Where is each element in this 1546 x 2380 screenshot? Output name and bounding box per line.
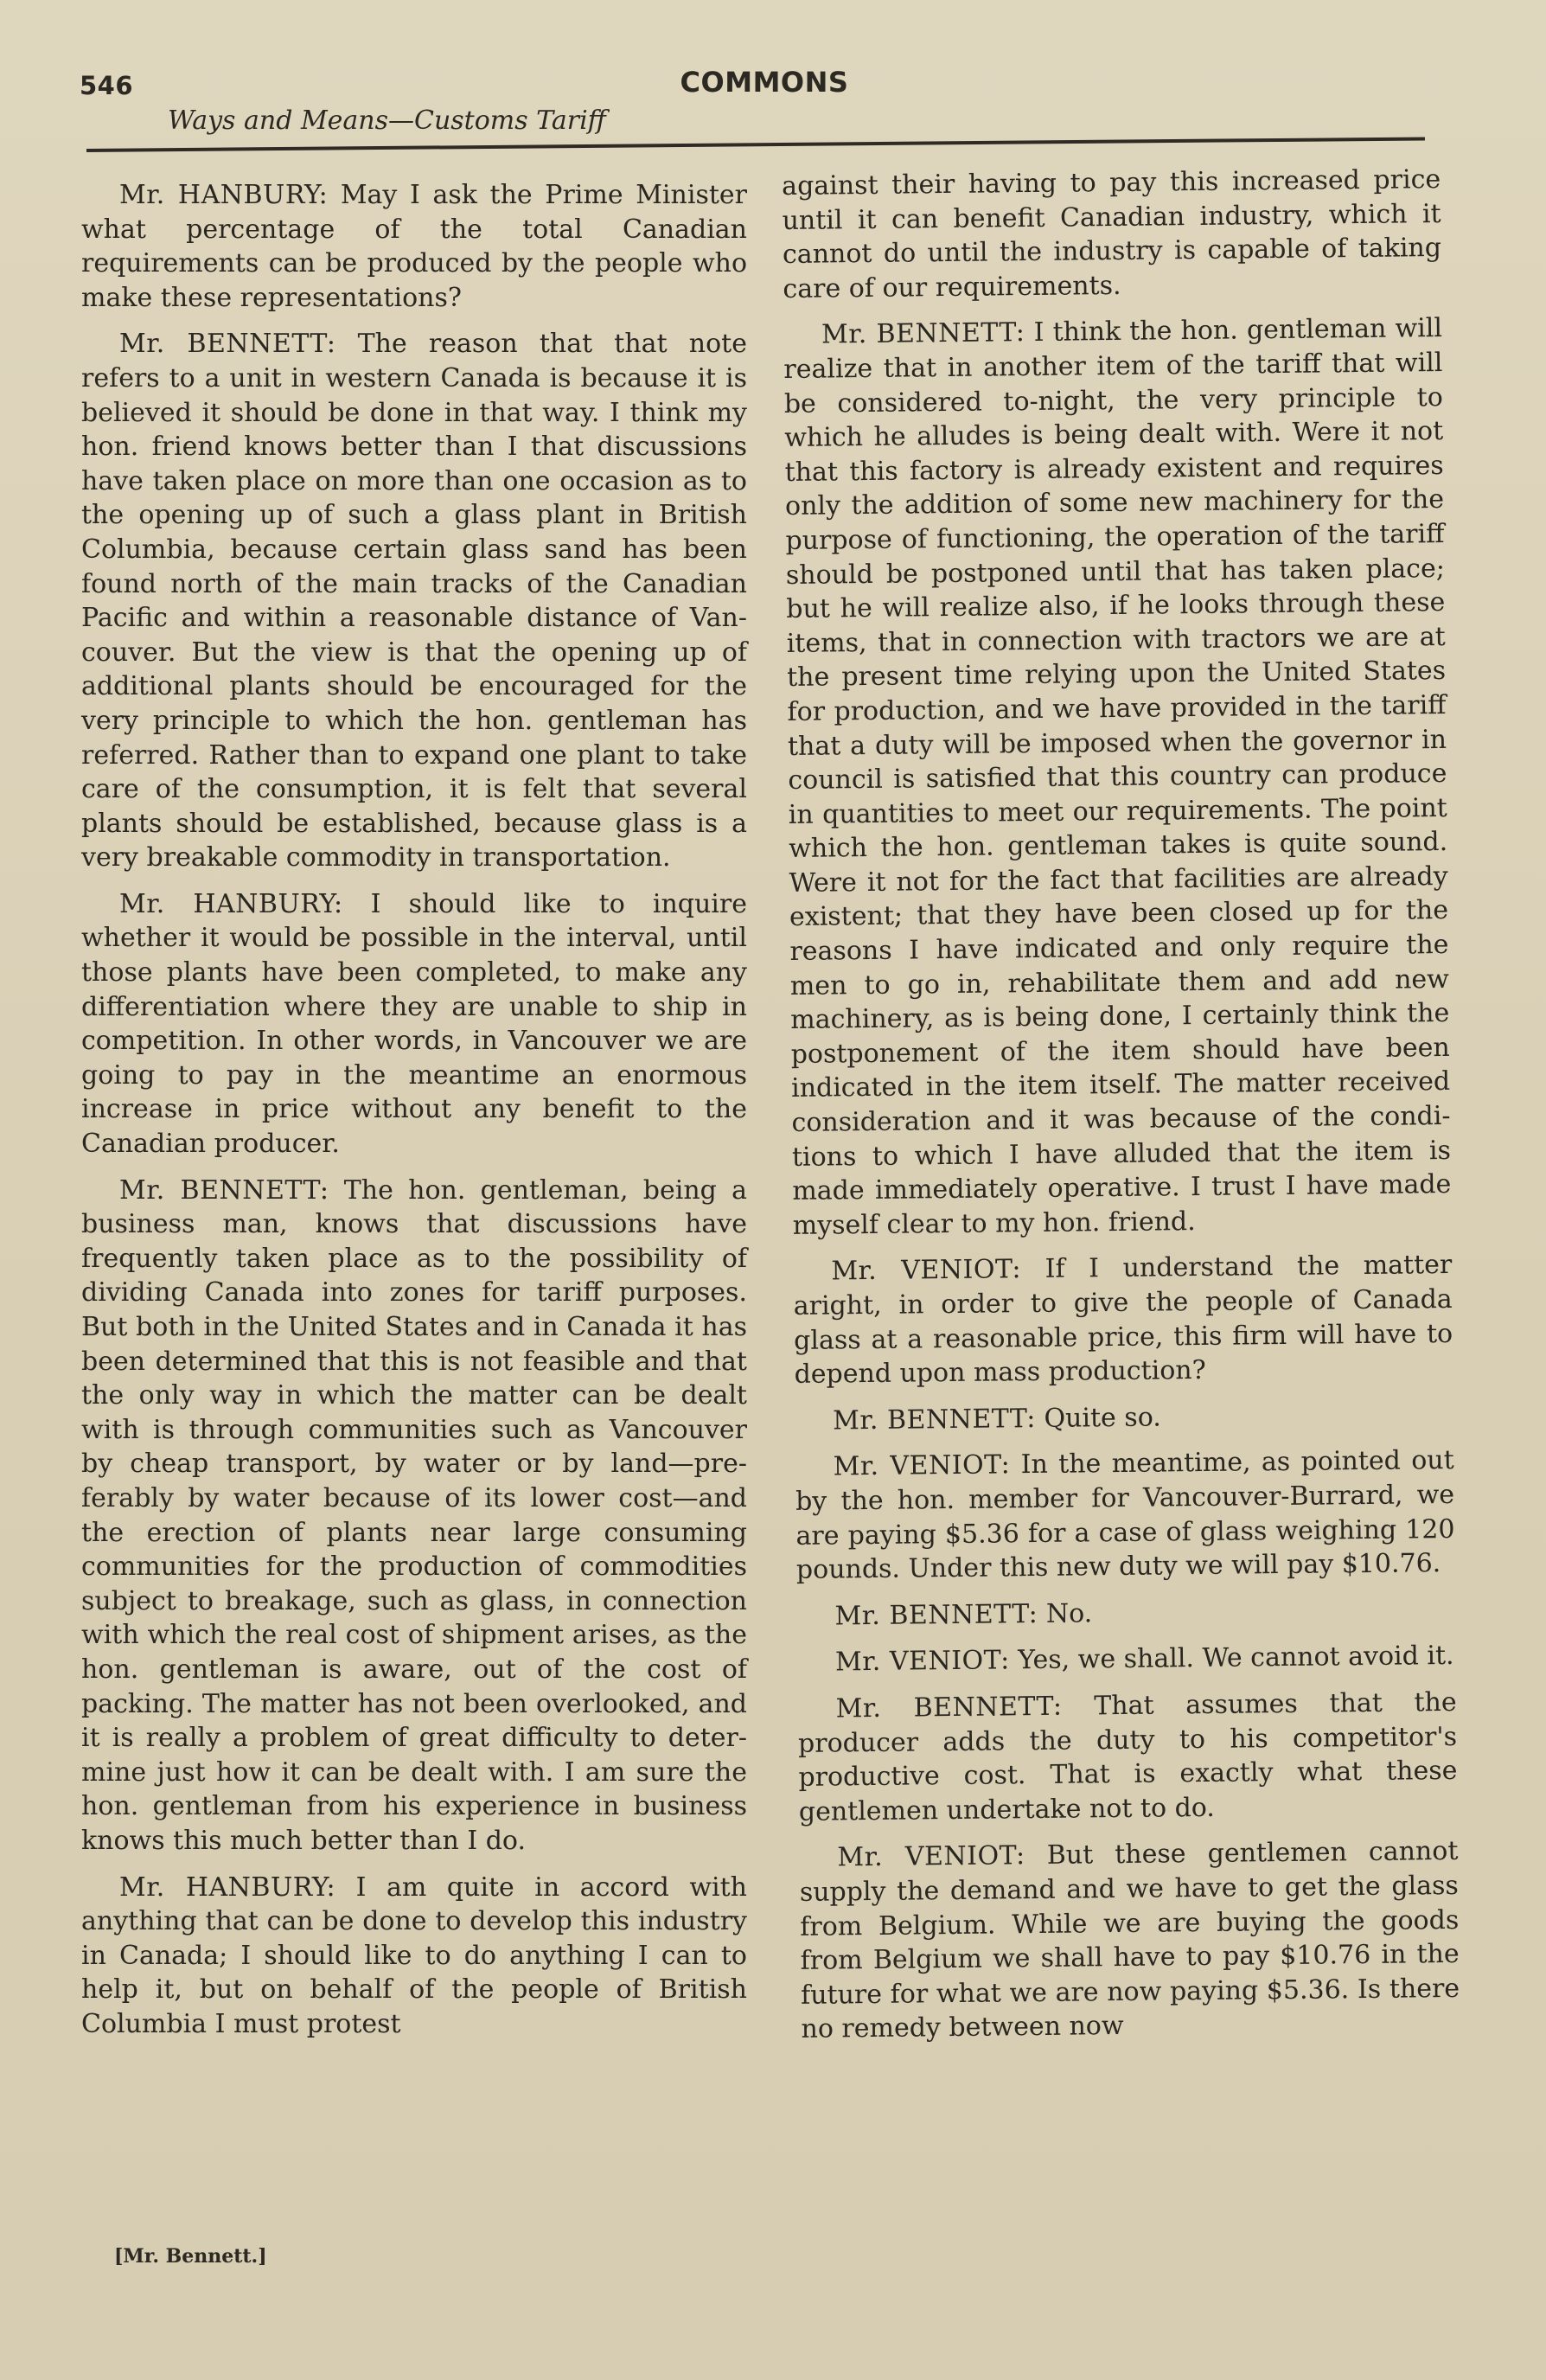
paragraph: [796, 1593, 1455, 1635]
paragraph: [797, 1639, 1456, 1680]
speaker-name: Mr. HANBURY:: [119, 888, 343, 919]
speaker-name: Mr. VENIOT:: [833, 1449, 1011, 1482]
running-head: Ways and Means—Customs Tariff: [168, 106, 606, 136]
left-column: [81, 178, 747, 2053]
speaker-name: Mr. BENNETT:: [834, 1598, 1038, 1632]
page-number: 546: [80, 71, 134, 100]
speaker-name: Mr. HANBURY:: [119, 1871, 336, 1903]
paragraph-text: No.: [1045, 1598, 1093, 1629]
paragraph-text: I should like to inquire whether it would be possible in the interval, until those plants have been completed, to make any differentiation where they are unable to ship in competition. In other words, in Vancouver we are going to pay in the meantime an enormous increase in price without any benefit to the Canadian producer.: [81, 888, 747, 1160]
speaker-name: Mr. BENNETT:: [832, 1403, 1037, 1436]
speaker-name: Mr. BENNETT:: [119, 329, 336, 360]
paragraph-text: I am quite in accord with anything that can be done to develop this industry in Canada; I should like to do anything I can to help it, but on behalf of the people of British Columbia I must protest: [81, 1871, 747, 2039]
paragraph-text: But these gentlemen cannot supply the demand and we have to get the glass from Belgium. While we are buying the goods from Belgium we shall have to pay $10.76 in the future for what we are now paying $5.36. Is there no remedy between now: [799, 1836, 1460, 2045]
paragraph-text: That assumes that the producer adds the duty to his competitor's productive cost. That is exactly what these gentlemen undertake not to do.: [797, 1686, 1458, 1827]
right-column: [782, 163, 1460, 2059]
speaker-name: Mr. VENIOT:: [831, 1254, 1022, 1287]
paragraph: [799, 1834, 1460, 2047]
paragraph-text: In the meantime, as pointed out by the hon. member for Vancouver-Burrard, we are paying $5.36 for a case of glass weighing 120 pounds. Under this new duty we will pay $10.76.: [795, 1445, 1455, 1586]
paragraph-text: against their having to pay this increased price until it can benefit Canadian industry, which it cannot do until the industry is capable of taking care of our requirements.: [782, 164, 1442, 304]
paragraph: [797, 1686, 1458, 1829]
paragraph: [81, 327, 747, 875]
speaker-name: Mr. HANBURY:: [119, 180, 329, 210]
header-rule: [86, 137, 1425, 152]
paragraph: [795, 1398, 1453, 1439]
paragraph-text: If I understand the matter aright, in order to give the people of Canada glass at a reasonable price, this firm will have to depend upon mass production?: [793, 1250, 1453, 1391]
paragraph-text: Yes, we shall. We cannot avoid it.: [1018, 1641, 1454, 1676]
page-title: COMMONS: [680, 66, 849, 99]
speaker-name: Mr. BENNETT:: [821, 317, 1025, 350]
speaker-name: Mr. BENNETT:: [119, 1174, 329, 1206]
paragraph: [81, 1871, 747, 2042]
footer-speaker-note: [Mr. Bennett.]: [114, 2245, 267, 2268]
paragraph-text: Quite so.: [1044, 1402, 1161, 1434]
paragraph: [782, 163, 1442, 306]
paragraph: [793, 1248, 1453, 1392]
paragraph: [81, 1174, 747, 1859]
paragraph-text: I think the hon. gentleman will realize that in another item of the tariff that will be considered to-night, the very principle to which he alludes is being dealt with. Were it not that this factory is already existent and requires only the addition of some new machinery for the purpose of functioning, the operation of the tariff should be postponed until that has taken place; but he will realize also, if he looks through these items, that in connection with tractors we are at the present time relying upon the United States for production, and we have provided in the tariff that a duty will be imposed when the governor in council is satisfied that this country can produce in quantities to meet our requirements. The point which the hon. gentleman takes is quite sound. Were it not for the fact that facilities are already existent; that they have been closed up for the reasons I have indicated and only require the men to go in, rehabilitate them and add new machinery, as is being done, I certainly think the postponement of the item should have been indicated in the item itself. The matter received consideration and it was because of the conditions to which I have alluded that the item is made immediately operative. I trust I have made myself clear to my hon. friend.: [783, 313, 1452, 1241]
paragraph: [783, 311, 1452, 1243]
speaker-name: Mr. VENIOT:: [837, 1840, 1025, 1873]
paragraph-text: The hon. gentleman, being a business man, knows that discussions have frequently taken place as to the possibility of dividing Canada into zones for tariff purposes. But both in the United States and in Canada it has been determined that this is not feasible and that the only way in which the matter can be dealt with is through communities such as Vancouver by cheap transport, by water or by land—preferably by water because of its lower cost—and the erection of plants near large consuming communities for the production of commodities subject to breakage, such as glass, in connection with which the real cost of shipment arises, as the hon. gentleman is aware, out of the cost of packing. The matter has not been overlooked, and it is really a problem of great difficulty to determine just how it can be dealt with. I am sure the hon. gentleman from his experience in business knows this much better than I do.: [81, 1174, 748, 1856]
speaker-name: Mr. VENIOT:: [834, 1645, 1010, 1678]
paragraph-text: May I ask the Prime Minister what percentage of the total Canadian requirements can be produced by the people who make these representations?: [81, 180, 747, 313]
speaker-name: Mr. BENNETT:: [835, 1691, 1063, 1724]
paragraph: [81, 887, 747, 1161]
paragraph-text: The reason that that note refers to a unit in western Canada is because it is believed it should be done in that way. I think my hon. friend knows better than I that discussions have taken place on more than one occasion as to the opening up of such a glass plant in British Columbia, because certain glass sand has been found north of the main tracks of the Canadian Pacific and within a reasonable distance of Vancouver. But the view is that the opening up of additional plants should be encouraged for the very principle to which the hon. gentleman has referred. Rather than to expand one plant to take care of the consumption, it is felt that several plants should be established, because glass is a very breakable commodity in transportation.: [81, 329, 747, 873]
paragraph: [81, 178, 747, 315]
paragraph: [795, 1443, 1456, 1587]
